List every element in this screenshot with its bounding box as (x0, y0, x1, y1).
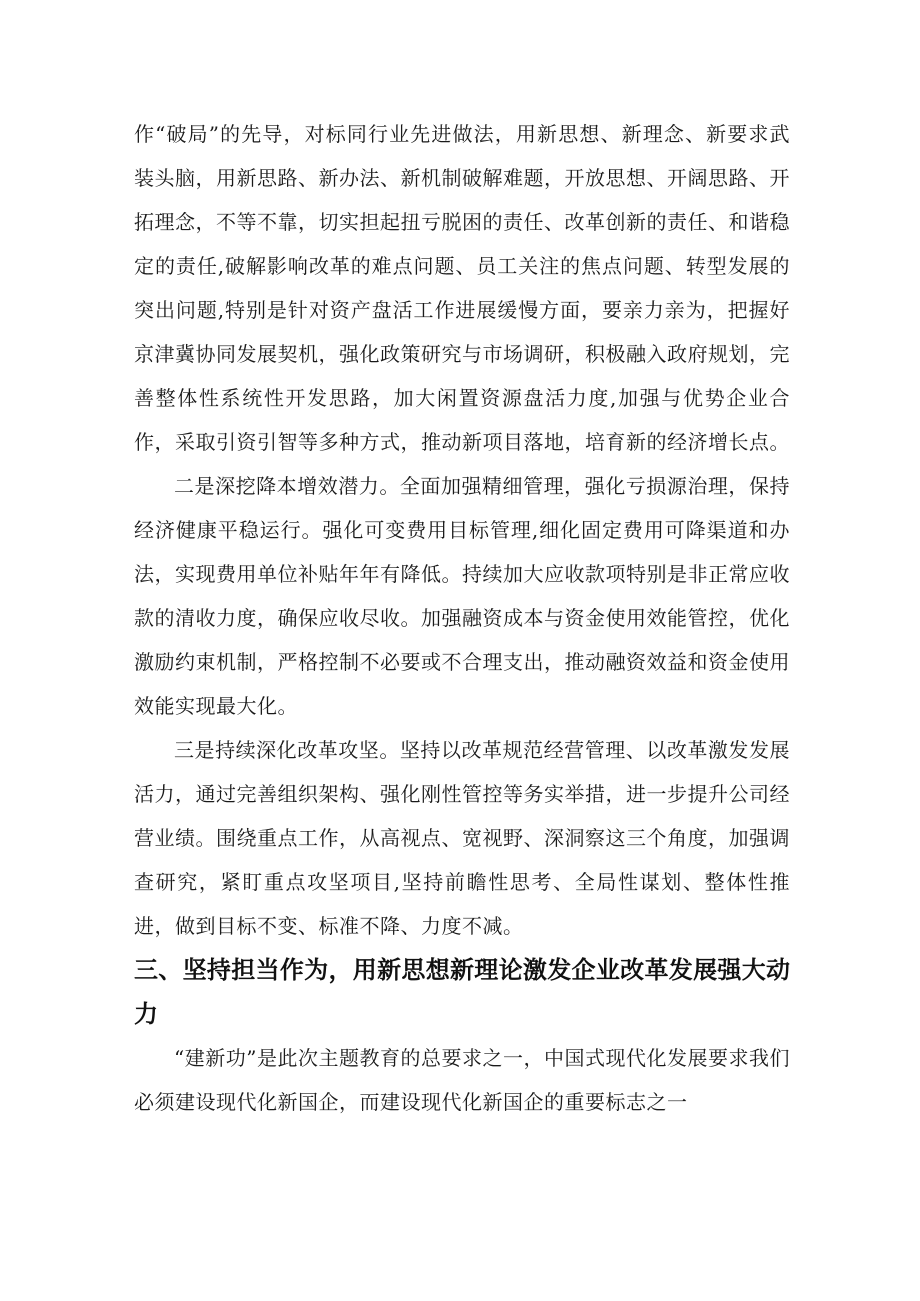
document-body (134, 112, 790, 1124)
paragraph-continued-breakthrough: 作“破局”的先导，对标同行业先进做法，用新思想、新理念、新要求武装头脑，用新思路、新办法、新机制破解难题，开放思想、开阔思路、开拓理念，不等不靠，切实担起扭亏脱困的责任、改革创新的责任、和谐稳定的责任,破解影响改革的难点问题、员工关注的焦点问题、转型发展的突出问题,特别是针对资产盘活工作进展缓慢方面，要亲力亲为，把握好京津冀协同发展契机，强化政策研究与市场调研，积极融入政府规划，完善整体性系统性开发思路，加大闲置资源盘活力度,加强与优势企业合作，采取引资引智等多种方式，推动新项目落地，培育新的经济增长点。 (134, 122, 790, 454)
paragraph-new-contributions: “建新功”是此次主题教育的总要求之一，中国式现代化发展要求我们必须建设现代化新国企，而建设现代化新国企的重要标志之一 (134, 1046, 790, 1114)
section-heading-three: 三、坚持担当作为，用新思想新理论激发企业改革发展强大动力 (134, 956, 790, 1028)
paragraph-cost-reduction: 二是深挖降本增效潜力。全面加强精细管理，强化亏损源治理，保持经济健康平稳运行。强化可变费用目标管理,细化固定费用可降渠道和办法，实现费用单位补贴年年有降低。持续加大应收款项特别是非正常应收款的清收力度，确保应收尽收。加强融资成本与资金使用效能管控，优化激励约束机制，严格控制不必要或不合理支出，推动融资效益和资金使用效能实现最大化。 (134, 474, 790, 718)
paragraph-reform-deepening: 三是持续深化改革攻坚。坚持以改革规范经营管理、以改革激发发展活力，通过完善组织架构、强化刚性管控等务实举措，进一步提升公司经营业绩。围绕重点工作，从高视点、宽视野、深洞察这三个角度，加强调查研究，紧盯重点攻坚项目,坚持前瞻性思考、全局性谋划、整体性推进，做到目标不变、标准不降、力度不减。 (134, 738, 790, 938)
